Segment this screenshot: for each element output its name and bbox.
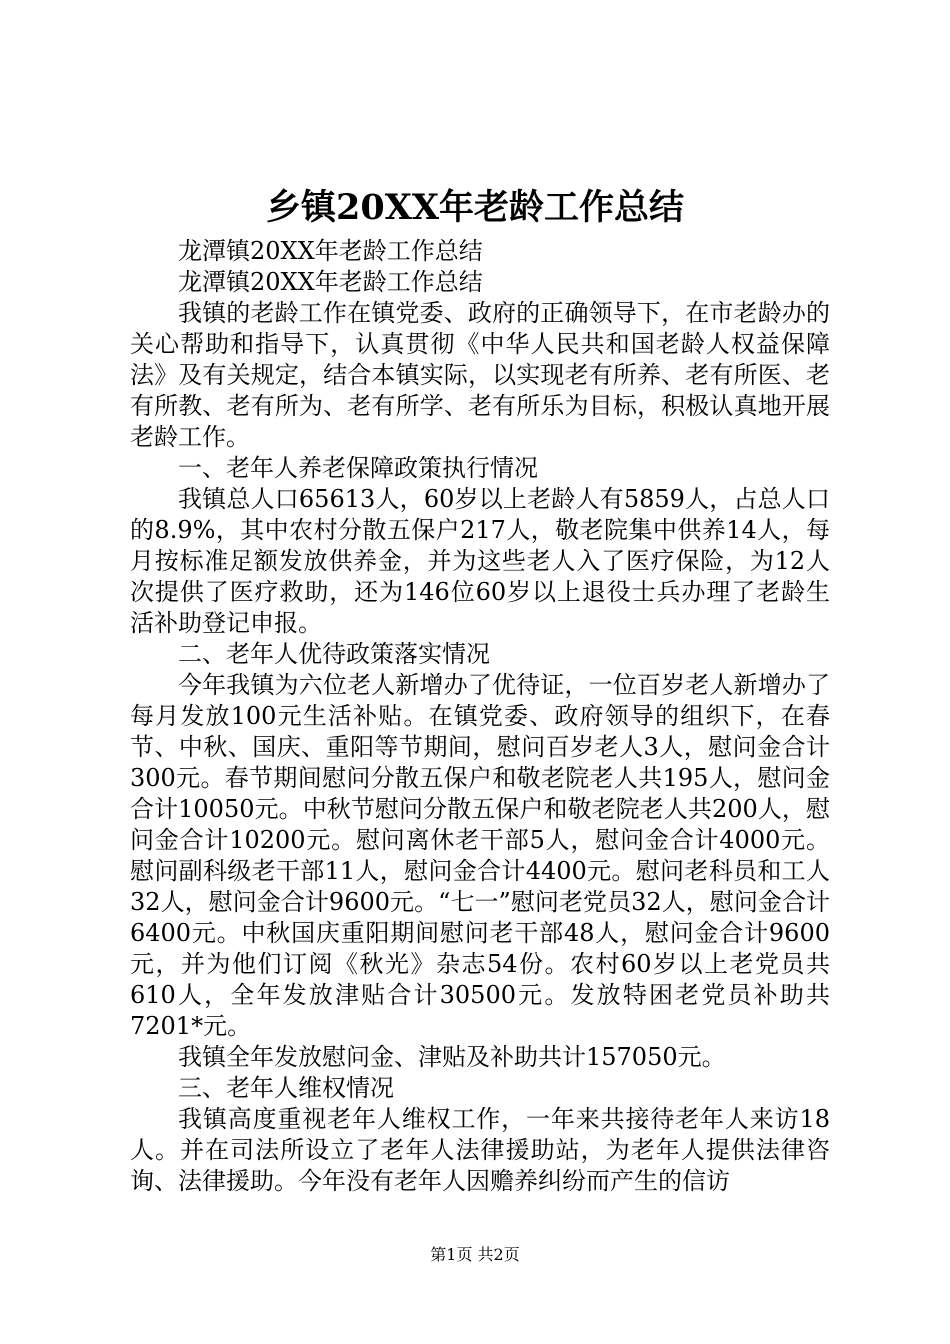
document-title: 乡镇20XX年老龄工作总结 [265,187,685,228]
section-heading: 三、老年人维权情况 [178,1074,394,1102]
page-number-footer: 第1页 共2页 [430,1245,520,1264]
body-paragraph: 我镇全年发放慰问金、津贴及补助共计157050元。 [178,1043,726,1071]
document-body [130,236,830,1197]
subtitle-line: 龙潭镇20XX年老龄工作总结 [178,268,483,296]
section-heading: 二、老年人优待政策落实情况 [178,640,490,668]
body-paragraph: 我镇高度重视老年人维权工作，一年来共接待老年人来访18人。并在司法所设立了老年人法律援助站，为老年人提供法律咨询、法律援助。今年没有老年人因赡养纠纷而产生的信访 [130,1105,830,1195]
body-paragraph: 我镇总人口65613人，60岁以上老龄人有5859人，占总人口的8.9%，其中农村分散五保户217人，敬老院集中供养14人，每月按标准足额发放供养金，并为这些老人入了医疗保险，为12人次提供了医疗救助，还为146位60岁以上退役士兵办理了老龄生活补助登记申报。 [130,485,830,637]
section-heading: 一、老年人养老保障政策执行情况 [178,454,538,482]
body-paragraph: 今年我镇为六位老人新增办了优待证，一位百岁老人新增办了每月发放100元生活补贴。在镇党委、政府领导的组织下，在春节、中秋、国庆、重阳等节期间，慰问百岁老人3人，慰问金合计300元。春节期间慰问分散五保户和敬老院老人共195人，慰问金合计10050元。中秋节慰问分散五保户和敬老院老人共200人，慰问金合计10200元。慰问离休老干部5人，慰问金合计4000元。慰问副科级老干部11人，慰问金合计4400元。慰问老科员和工人32人，慰问金合计9600元。“七一”慰问老党员32人，慰问金合计6400元。中秋国庆重阳期间慰问老干部48人，慰问金合计9600元，并为他们订阅《秋光》杂志54份。农村60岁以上老党员共610人，全年发放津贴合计30500元。发放特困老党员补助共7201*元。 [130,671,830,1040]
body-paragraph: 我镇的老龄工作在镇党委、政府的正确领导下，在市老龄办的关心帮助和指导下，认真贯彻《中华人民共和国老龄人权益保障法》及有关规定，结合本镇实际，以实现老有所养、老有所医、老有所教、老有所为、老有所学、老有所乐为目标，积极认真地开展老龄工作。 [130,299,830,451]
subtitle-line: 龙潭镇20XX年老龄工作总结 [178,237,483,265]
